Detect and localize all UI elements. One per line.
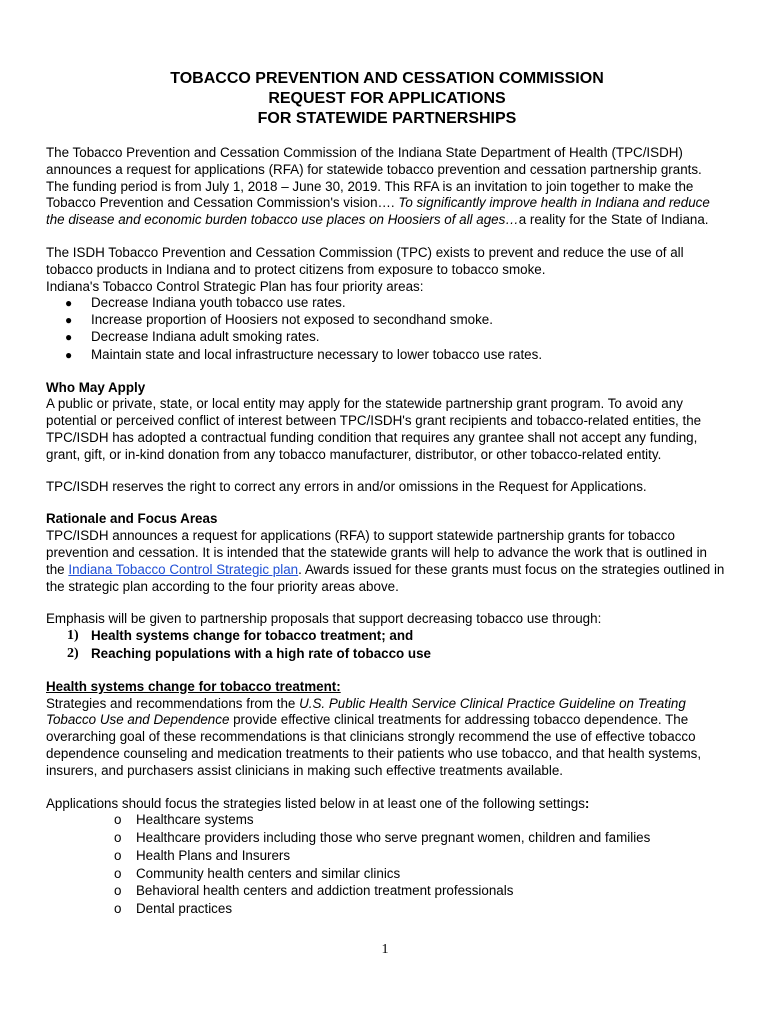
bullet-icon: ● [65,329,73,344]
title-line-2: REQUEST FOR APPLICATIONS [268,90,506,107]
intro-paragraph [46,145,728,229]
circle-bullet-icon: o [114,812,122,828]
list-item: 1) Health systems change for tobacco treatment; and [67,628,414,644]
list-number: 1) [67,628,79,644]
mission-paragraph: The ISDH Tobacco Prevention and Cessation Commission (TPC) exists to prevent and reduce the use of all tobacco products in Indiana and to protect citizens from exposure to tobacco smoke. [46,244,684,277]
who-may-apply-body: A public or private, state, or local entity may apply for the statewide partnership grant program. To avoid any potential or perceived conflict of interest between TPC/ISDH's grant recipients and tobacco-related entities, the TPC/ISDH has adopted a contractual funding condition that requires any grantee shall not accept any funding, grant, gift, or in-kind donation from any tobacco manufacturer, distributor, or other tobacco-related entity. [46,396,702,462]
circle-bullet-icon: o [114,847,122,863]
reserve-rights-statement: TPC/ISDH reserves the right to correct any errors in and/or omissions in the Request for Applications. [46,478,647,494]
rationale-heading: Rationale and Focus Areas [46,511,218,527]
title-line-1: TOBACCO PREVENTION AND CESSATION COMMISSION [170,70,604,87]
bullet-icon: ● [65,313,73,328]
intro-text-end: a reality for the State of Indiana. [518,212,709,228]
list-item: o Healthcare providers including those who serve pregnant women, children and families [114,830,651,846]
circle-bullet-icon: o [114,901,122,917]
circle-bullet-icon: o [114,865,122,881]
emphasis-intro: Emphasis will be given to partnership proposals that support decreasing tobacco use through: [46,611,602,627]
vision-statement: To significantly improve health in Indiana and reduce the disease and economic burden tobacco use places on Hoosiers of all ages… [46,195,710,228]
list-item: ● Increase proportion of Hoosiers not exposed to secondhand smoke. [65,312,493,328]
strategic-plan-link[interactable]: Indiana Tobacco Control Strategic plan [68,561,299,577]
bullet-icon: ● [65,347,73,362]
list-number: 2) [67,645,79,661]
page-number: 1 [381,942,389,957]
bullet-icon: ● [65,296,73,311]
who-may-apply-heading: Who May Apply [46,379,146,395]
list-item: o Health Plans and Insurers [114,847,291,863]
priority-areas-list [46,295,728,363]
priority-areas-intro: Indiana's Tobacco Control Strategic Plan has four priority areas: [46,278,424,294]
intro-text: The Tobacco Prevention and Cessation Commission of the Indiana State Department of Health (TPC/ISDH) announces a request for applications (RFA) for statewide tobacco prevention and cessation partnership grants. The funding period is from July 1, 2018 – June 30, 2019. This RFA is an invitation to join together to make the Tobacco Prevention and Cessation Commission's vision…. [46,145,702,211]
list-item: ● Decrease Indiana adult smoking rates. [65,328,320,344]
emphasis-list [46,628,728,663]
document-body [46,69,728,918]
list-item: ● Maintain state and local infrastructure necessary to lower tobacco use rates. [65,346,543,362]
settings-list [46,812,728,918]
list-item: o Community health centers and similar clinics [114,865,401,881]
list-item: o Healthcare systems [114,812,254,828]
list-item: o Dental practices [114,901,233,917]
health-systems-body: Strategies and recommendations from the U.S. Public Health Service Clinical Practice Guideline on Treating Tobacco Use and Dependence provide effective clinical treatments for addressing tobacco dependence. The overarching goal of these recommendations is that clinicians strongly recommend the use of effective tobacco dependence counseling and medication treatments to their patients who use tobacco, and that health systems, insurers, and purchasers assist clinicians in making such effective treatments available. [46,695,702,778]
rationale-body: TPC/ISDH announces a request for applications (RFA) to support statewide partnership grants for tobacco prevention and cessation. It is intended that the statewide grants will help to advance the work that is outlined in the Indiana Tobacco Control Strategic plan. Awards issued for these grants must focus on the strategies outlined in the strategic plan according to the four priority areas above. [46,528,725,594]
circle-bullet-icon: o [114,830,122,846]
guideline-title: U.S. Public Health Service Clinical Practice Guideline on Treating Tobacco Use and Dependence [46,695,686,728]
document-title [46,69,728,129]
circle-bullet-icon: o [114,883,122,899]
list-item: 2) Reaching populations with a high rate of tobacco use [67,645,432,661]
list-item: ● Decrease Indiana youth tobacco use rates. [65,295,346,311]
health-systems-heading: Health systems change for tobacco treatment: [46,678,341,694]
title-line-3: FOR STATEWIDE PARTNERSHIPS [257,110,517,127]
list-item: o Behavioral health centers and addiction treatment professionals [114,883,514,899]
applications-intro: Applications should focus the strategies listed below in at least one of the following settings: [46,795,590,811]
